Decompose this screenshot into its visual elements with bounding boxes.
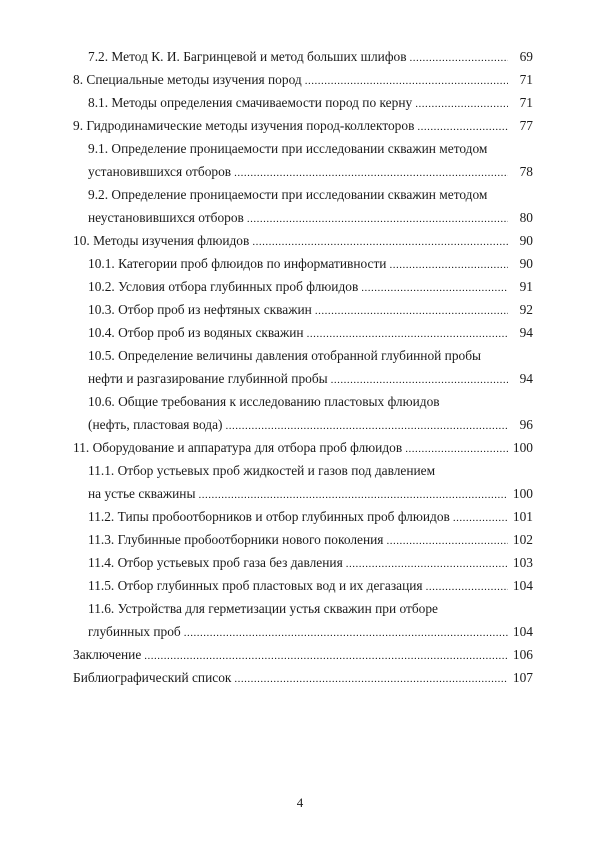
toc-entry-first-line: 11.1. Отбор устьевых проб жидкостей и газов под давлением: [88, 463, 436, 478]
dot-leader: [453, 505, 508, 530]
toc-entry[interactable]: [73, 160, 533, 183]
toc-entry-page: 80: [519, 210, 533, 225]
toc-entry[interactable]: [73, 229, 533, 252]
toc-entry[interactable]: [73, 275, 533, 298]
toc-entry-page: 101: [512, 509, 533, 524]
toc-entry-page: 90: [519, 256, 533, 271]
toc-entry-page: 103: [512, 555, 533, 570]
toc-entry[interactable]: [73, 298, 533, 321]
toc-entry-title: 11.3. Глубинные пробоотборники нового поколения: [88, 532, 384, 547]
dot-leader: [198, 482, 508, 507]
toc-entry-first-line: 11.6. Устройства для герметизации устья скважин при отборе: [88, 601, 438, 616]
dot-leader: [389, 252, 508, 277]
dot-leader: [331, 367, 508, 392]
toc-entry-page: 104: [512, 624, 533, 639]
toc-entry-title: установившихся отборов: [88, 164, 232, 179]
dot-leader: [315, 298, 508, 323]
dot-leader: [426, 574, 508, 599]
table-of-contents: [73, 45, 533, 689]
toc-entry[interactable]: [73, 551, 533, 574]
dot-leader: [234, 666, 508, 691]
toc-entry[interactable]: [73, 413, 533, 436]
toc-entry-page: 69: [519, 49, 533, 64]
toc-entry-title: (нефть, пластовая вода): [88, 417, 223, 432]
toc-entry-title: неустановившихся отборов: [88, 210, 244, 225]
toc-entry-page: 94: [519, 371, 533, 386]
toc-entry[interactable]: [73, 574, 533, 597]
toc-entry-page: 78: [519, 164, 533, 179]
toc-entry-title: 10.4. Отбор проб из водяных скважин: [88, 325, 304, 340]
toc-entry-title: 7.2. Метод К. И. Багринцевой и метод больших шлифов: [88, 49, 407, 64]
toc-entry[interactable]: [73, 91, 533, 114]
dot-leader: [410, 45, 508, 70]
toc-entry-page: 107: [512, 670, 533, 685]
toc-entry-title: 11.5. Отбор глубинных проб пластовых вод и их дегазация: [88, 578, 423, 593]
toc-entry-page: 102: [512, 532, 533, 547]
toc-entry[interactable]: [73, 367, 533, 390]
toc-entry-title: 10.2. Условия отбора глубинных проб флюидов: [88, 279, 359, 294]
toc-entry[interactable]: [73, 505, 533, 528]
toc-entry-title: 9. Гидродинамические методы изучения пород-коллекторов: [73, 118, 415, 133]
toc-entry-page: 100: [512, 486, 533, 501]
toc-entry-title: 10. Методы изучения флюидов: [73, 233, 250, 248]
toc-entry[interactable]: [73, 643, 533, 666]
toc-entry-page: 77: [519, 118, 533, 133]
dot-leader: [405, 436, 508, 461]
dot-leader: [361, 275, 508, 300]
toc-entry[interactable]: [73, 114, 533, 137]
dot-leader: [386, 528, 508, 553]
dot-leader: [184, 620, 508, 645]
page-number: 4: [296, 795, 304, 810]
dot-leader: [226, 413, 508, 438]
toc-entry[interactable]: [73, 482, 533, 505]
dot-leader: [144, 643, 508, 668]
toc-entry-title: на устье скважины: [88, 486, 196, 501]
toc-entry-first-line: 9.2. Определение проницаемости при исследовании скважин методом: [88, 187, 488, 202]
dot-leader: [305, 68, 508, 93]
toc-entry[interactable]: [73, 528, 533, 551]
toc-entry-title: нефти и разгазирование глубинной пробы: [88, 371, 328, 386]
toc-entry-first-line: 10.5. Определение величины давления отобранной глубинной пробы: [88, 348, 482, 363]
toc-entry-page: 96: [519, 417, 533, 432]
toc-entry-page: 90: [519, 233, 533, 248]
toc-entry-page: 106: [512, 647, 533, 662]
toc-entry-page: 91: [519, 279, 533, 294]
toc-entry-title: 10.1. Категории проб флюидов по информативности: [88, 256, 387, 271]
toc-entry-title: 11. Оборудование и аппаратура для отбора проб флюидов: [73, 440, 403, 455]
dot-leader: [307, 321, 508, 346]
toc-entry-page: 104: [512, 578, 533, 593]
toc-entry-title: 11.2. Типы пробоотборников и отбор глубинных проб флюидов: [88, 509, 450, 524]
toc-entry-title: 8. Специальные методы изучения пород: [73, 72, 302, 87]
toc-entry-page: 92: [519, 302, 533, 317]
toc-entry-title: Библиографический список: [73, 670, 232, 685]
toc-entry[interactable]: [73, 252, 533, 275]
toc-entry-page: 71: [519, 95, 533, 110]
toc-entry[interactable]: [73, 321, 533, 344]
toc-entry[interactable]: [73, 620, 533, 643]
dot-leader: [252, 229, 508, 254]
toc-entry-first-line: 9.1. Определение проницаемости при исследовании скважин методом: [88, 141, 488, 156]
dot-leader: [234, 160, 508, 185]
toc-entry-title: 10.3. Отбор проб из нефтяных скважин: [88, 302, 312, 317]
dot-leader: [415, 91, 508, 116]
toc-entry[interactable]: [73, 206, 533, 229]
toc-entry-page: 71: [519, 72, 533, 87]
dot-leader: [346, 551, 508, 576]
toc-entry-title: 11.4. Отбор устьевых проб газа без давления: [88, 555, 343, 570]
toc-entry[interactable]: [73, 45, 533, 68]
dot-leader: [247, 206, 508, 231]
toc-entry[interactable]: [73, 68, 533, 91]
toc-entry-first-line: 10.6. Общие требования к исследованию пластовых флюидов: [88, 394, 440, 409]
toc-entry-title: Заключение: [73, 647, 142, 662]
toc-entry-page: 100: [512, 440, 533, 455]
toc-entry[interactable]: [73, 436, 533, 459]
toc-entry-title: 8.1. Методы определения смачиваемости пород по керну: [88, 95, 413, 110]
dot-leader: [417, 114, 508, 139]
toc-entry-page: 94: [519, 325, 533, 340]
toc-entry[interactable]: [73, 666, 533, 689]
toc-entry-title: глубинных проб: [88, 624, 181, 639]
